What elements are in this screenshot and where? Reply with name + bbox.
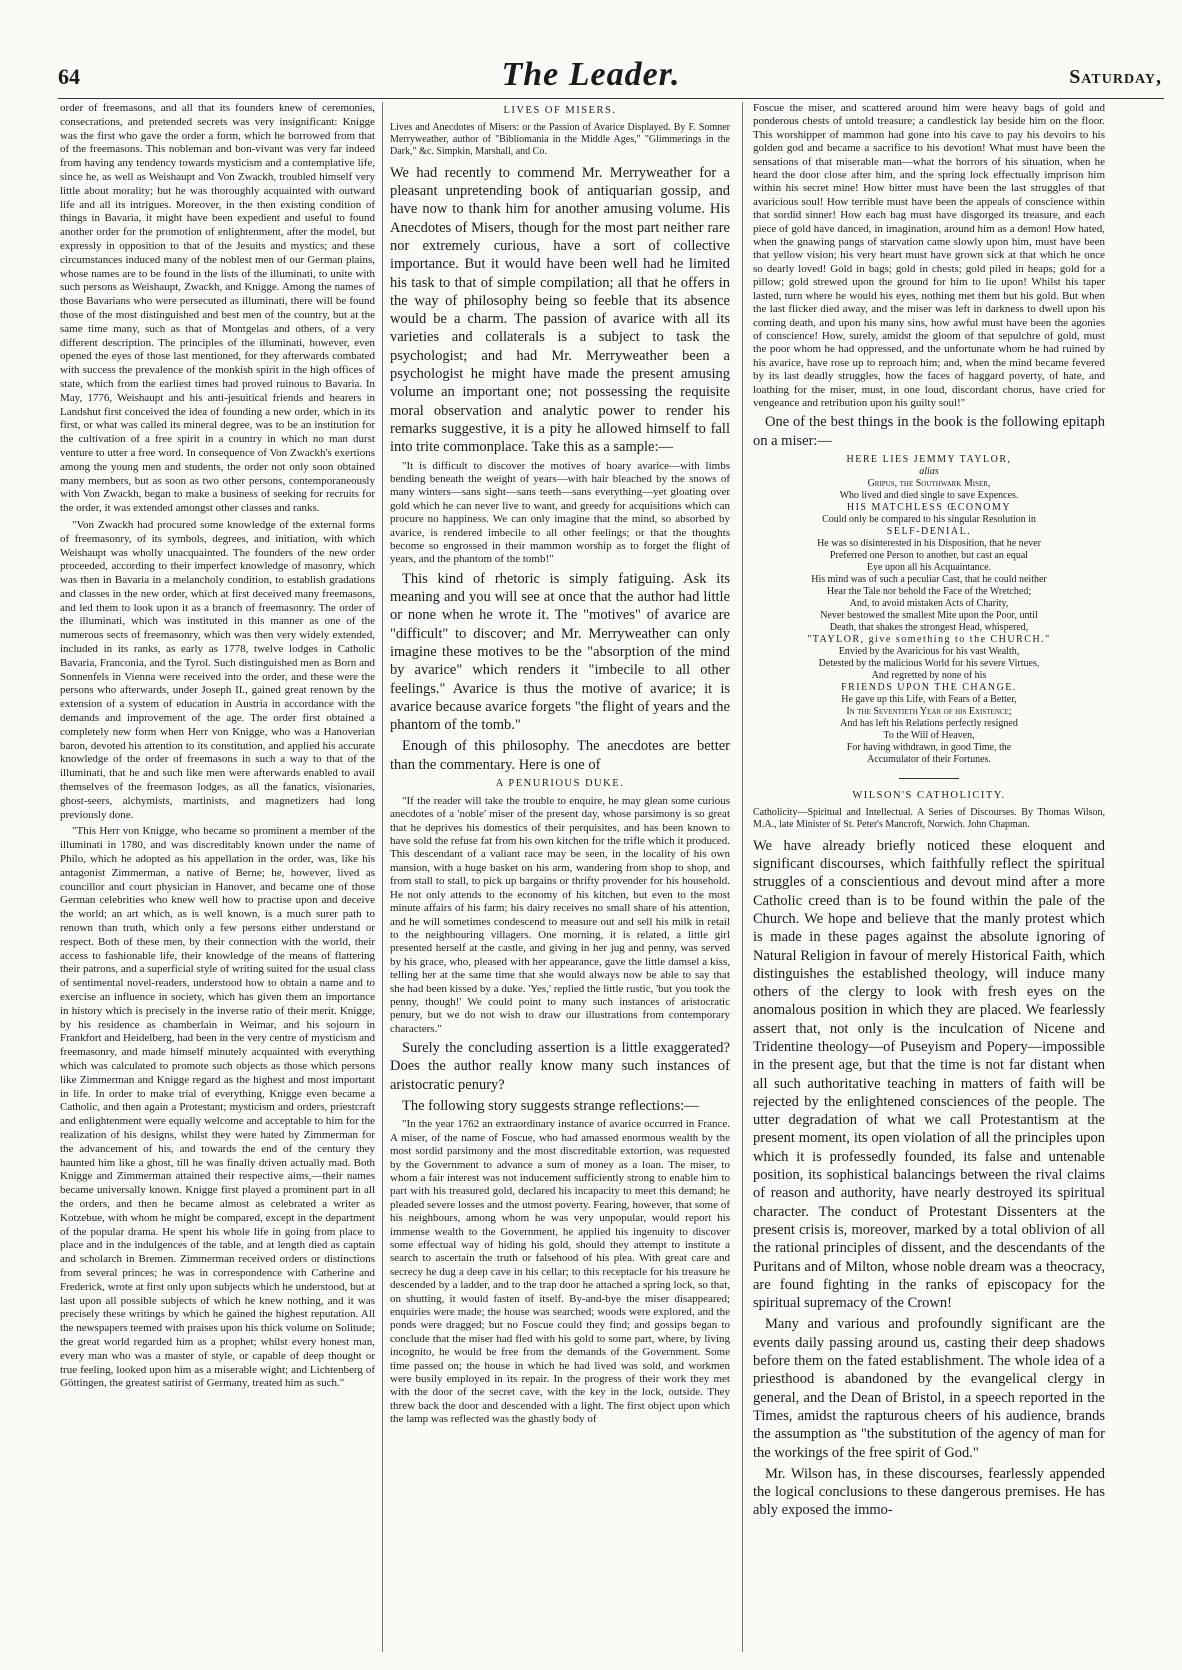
article-paragraph: Enough of this philosophy. The anecdotes are better than the commentary. Here is one of [390, 738, 730, 773]
epitaph-line: Preferred one Person to another, but cast an equal [829, 549, 1029, 561]
article-intro: We have already briefly noticed these eloquent and significant discourses, which faithfully reflect the spiritual struggles of a conscientious and devout mind after a more Catholic creed than is to be found within the pale of the Church. We hope and believe that the manly protest which is made in these pages against the absolute ignoring of Natural Religion in favour of merely Historical Faith, which distinguishes the established theology, will induce many others of the clergy to look with fresh eyes on the anomalous position in which they are placed. We fearlessly assert that, not only is the inculcation of Nicene and Tridentine theology—of Puseyism and Popery—impossible in the present age, but that the time is not far distant when all such authoritative teaching in matters of faith will be rejected by the enlightened consciences of the people. The utter degradation of what we call Protestantism at the present moment, its open violation of all the principles upon which it is professedly founded, its false and untenable position, its sophistical balancings between the rival claims of reason and authority, have nearly destroyed its spiritual character. The conduct of Protestant Dissenters at the present crisis is, moreover, marked by a total oblivion of all the rational principles of dissent, and the descendants of the Puritans and of Milton, whose noble dream was a theocracy, are found fighting in the ranks of episcopacy for the spiritual supremacy of the Crown! [753, 837, 1105, 1312]
epitaph-line: Accumulator of their Fortunes. [867, 753, 991, 765]
epitaph-line: HIS MATCHLESS ŒCONOMY [846, 501, 1012, 513]
article-byline: Lives and Anecdotes of Misers: or the Passion of Avarice Displayed. By F. Somner Merryweather, author of "Bibliomania in the Middle Ages," "Glimmerings in the Dark," &c. Simpkin, Marshall, and Co. [390, 121, 730, 157]
block-quote: "It is difficult to discover the motives of hoary avarice—with limbs bending beneath the weight of years—with hair bleached by the snows of many winters—sans sight—sans teeth—sans everything—yet gloating over gold which he can never live to want, and greedy for acquisitions which can procure no happiness. We can only imagine that the mind, so absorbed by avarice, is rendered imbecile to all other feelings; or that the thoughts become so engrossed in their mammon worship as to forget the flight of years, and the phantom of the tomb!" [390, 459, 730, 566]
article-paragraph: Mr. Wilson has, in these discourses, fearlessly appended the logical conclusions to these dangerous premises. He has ably exposed the immo- [753, 1465, 1105, 1519]
block-quote-continued: Foscue the miser, and scattered around him were heavy bags of gold and ponderous chests of untold treasure; a candlestick lay beside him on the floor. This worshipper of mammon had gone into his cave to pay his devoirs to his golden god and became a sacrifice to his devotion! What must have been the sensations of that miserable man—what the horrors of his situation, when he heard the door close after him, and the spring lock effectually imprison him within his secret mine! How bitter must have been the last struggles of that avaricious soul! How terrible must have been the appeals of conscience within that sordid sinner! How each bag must have disgorged its treasure, and each piece of gold have danced, in imagination, around him as a demon! How hated, when the gnawing pangs of starvation came slowly upon him, must have been that yellow vision; his very heart must have grown sick at that which he once so dearly loved! Gold in bags; gold in chests; gold piled in heaps; gold for a pillow; gold strewed upon the ground for him to lie upon! Whilst his taper lasted, turn where he would his eyes, nothing met them but his gold. But when the last flicker died away, and the miser was left in darkness to dwell upon his coming death, and upon his many sins, how awful must have been the agonies of conscience! How, surely, amidst the gloom of that sepulchre of gold, must the poor whom he had oppressed, and the unfortunate whom he had ruined by his avarice, have rose up to reproach him; and, when the mind became fevered by its last deadly struggles, how the faces of haggard poverty, of hate, and loathing for the miser, must, in one loud, discordant chorus, have cried for vengeance and retribution upon his guilty soul!" [753, 102, 1105, 409]
epitaph-line: Could only be compared to his singular Resolution in [822, 513, 1036, 525]
epitaph-line: "TAYLOR, give something to the CHURCH." [807, 633, 1051, 645]
article-byline: Catholicity—Spiritual and Intellectual. A Series of Discourses. By Thomas Wilson, M.A., late Minister of St. Peter's Mancroft, Norwich. John Chapman. [753, 806, 1105, 830]
newspaper-title: The Leader. [501, 56, 681, 93]
article-paragraph: "Von Zwackh had procured some knowledge of the external forms of freemasonry, of its symbols, degrees, and initiation, with which Weishaupt was wholly unacquainted. The founders of the new order proceeded, according to their imperfect knowledge of masonry, which was then in Bavaria in a melancholy condition, to establish gradations and classes in the new order, which at first deceived many freemasons, and led them to look upon it as a branch of freemasonry. The order of the illuminati, which was instituted in this manner as one of the numerous sects of freemasonry, which was then very widely extended, included in its ranks, as early as 1778, twelve lodges in Catholic Bavaria, Franconia, and the Tyrol. Such distinguished men as Born and Sonnenfels in Vienna were received into the order, and these were the persons who afterwards, under Joseph II., gained great renown by the extension of a system of education in Austria in accordance with the demands and improvement of the age. The order first obtained a completely new form when Herr von Knigge, who was a Hanoverian baron, devoted his attention to its constitution, and applied his accurate knowledge of the order of freemasons in such a way to that of the illuminati, that he and such like men were afterwards enabled to avail themselves of the freemason lodges, as all the fanatics, visionaries, ghost-seers, alchymists, martinists, and magnetizers had long previously done. [60, 518, 375, 821]
epitaph-line: SELF-DENIAL. [886, 525, 972, 537]
article-paragraph: This kind of rhetoric is simply fatiguing. Ask its meaning and you will see at once that the author had little or none when he wrote it. The "motives" of avarice are "difficult" to discover; and Mr. Merryweather can only imagine these motives to be the "absorption of the mind by avarice" which renders it "imbecile to all other feelings." Avarice is thus the motive of avarice; it is avarice because avarice forgets "the flight of years and the phantom of the tomb." [390, 570, 730, 734]
article-heading: WILSON'S CATHOLICITY. [852, 789, 1006, 801]
epitaph-line: alias [919, 465, 939, 477]
epitaph-line: And has left his Relations perfectly resigned [840, 717, 1018, 729]
epitaph-line: Death, that shakes the strongest Head, whispered, [829, 621, 1029, 633]
article-subheading: A PENURIOUS DUKE. [495, 778, 625, 790]
epitaph-line: And, to avoid mistaken Acts of Charity, [849, 597, 1009, 609]
epitaph-line: For having withdrawn, in good Time, the [846, 741, 1012, 753]
epitaph-line: He gave up this Life, with Fears of a Better, [841, 693, 1017, 705]
article-paragraph: The following story suggests strange reflections:— [402, 1098, 699, 1115]
issue-day: Saturday, [1069, 66, 1162, 88]
epitaph-line: In the Seventieth Year of his Existence; [846, 705, 1012, 717]
epitaph-line: To the Will of Heaven, [883, 729, 975, 741]
article-paragraph: order of freemasons, and all that its founders knew of ceremonies, consecrations, and pretended secrets was very insignificant: Knigge was the first who gave the order a form, which he borrowed from that of the freemasons. This nobleman and bon-vivant was very far indeed from having any tendency towards mysticism and a contemplative life, since he, as well as Weishaupt and Von Zwackh, troubled himself very little about morality; but he was thoroughly acquainted with outward life and all its intrigues. Moreover, in the then existing condition of things in Bavaria, it might have been expedient and useful to found another order for the promotion of enlightenment, after the model, but expressly in opposition to that of the Jesuits and mystics; and these circumstances induced many of the noblest men of our German plains, whose names are to be found in the lists of the illuminati, to unite with such persons as Weishaupt, Zwackh, and Knigge. Among the names of those Bavarians who were persecuted as illuminati, there will be found those of the most distinguished and best men of the country, but at the same time many, such as that of Montgelas and others, of a very different description. The principles of the illuminati, however, even opened the eyes of those last mentioned, for they afterwards combated with success the prevalence of the monkish spirit in the high offices of state, which from the earliest times had proved ruinous to Bavaria. In May, 1776, Weishaupt and his anti-jesuitical friends and hearers in Landshut first conceived the idea of founding a new order, which in its first, or what was called its mineral degree, was to be an institution for the cultivation of a free spirit in a country in which no man durst venture to utter a free word. In consequence of Von Zwackh's exertions among the young men and students, the order not only soon obtained many members, but as soon as two other persons, contemporaneously with Von Zwackh, began to make a business of seeking for recruits for the order, it was extended amongst other classes and ranks. [60, 102, 375, 515]
column-1 [60, 102, 375, 1652]
epitaph [753, 454, 1105, 766]
section-divider [899, 778, 959, 779]
article-paragraph: Many and various and profoundly significant are the events daily passing around us, casting their deep shadows before them on the fated establishment. The whole idea of a priesthood is abandoned by the evangelical clergy in general, and the Dean of Bristol, in a speech reported in the Times, amidst the rapturous cheers of his audience, brands the assumption as "the substitution of the agency of man for the workings of the free spirit of God." [753, 1316, 1105, 1461]
column-divider [742, 102, 743, 1652]
article-paragraph: One of the best things in the book is the following epitaph on a miser:— [753, 414, 1105, 449]
epitaph-line: HERE LIES JEMMY TAYLOR, [846, 453, 1012, 465]
epitaph-line: He was so disinterested in his Disposition, that he never [817, 537, 1041, 549]
column-2 [390, 102, 730, 1652]
epitaph-line: And regretted by none of his [871, 669, 987, 681]
epitaph-line: Eye upon all his Acquaintance. [866, 561, 992, 573]
column-divider [382, 102, 383, 1652]
epitaph-line: Never bestowed the smallest Mite upon the Poor, until [820, 609, 1038, 621]
epitaph-line: FRIENDS UPON THE CHANGE. [841, 681, 1017, 693]
epitaph-line: Who lived and died single to save Expences. [839, 489, 1019, 501]
epitaph-line: Gripus, the Southwark Miser, [867, 477, 991, 489]
article-intro: We had recently to commend Mr. Merryweather for a pleasant unpretending book of antiquarian gossip, and have now to thank him for another amusing volume. His Anecdotes of Misers, though for the most part neither rare nor extremely curious, have a sort of collective importance. But it would have been well had he limited his task to that of simple compilation; all that he offers in the way of philosophy being so feeble that its absence would be a charm. The passion of avarice with all its varieties and collaterals is a subject to task the psychologist; and had Mr. Merryweather been a psychologist he might have made the present amusing volume an important one; not possessing the requisite moral observation and analytic power to render his remarks suggestive, it is a pity he allowed himself to fall into trite commonplace. Take this as a sample:— [390, 164, 730, 456]
epitaph-line: Envied by the Avaricious for his vast Wealth, [838, 645, 1020, 657]
article-heading: LIVES OF MISERS. [503, 105, 617, 116]
epitaph-line: His mind was of such a peculiar Cast, that he could neither [811, 573, 1047, 585]
masthead [0, 0, 1182, 100]
page-number: 64 [58, 64, 80, 89]
article-paragraph: "This Herr von Knigge, who became so prominent a member of the illuminati in 1780, and was discreditably known under the name of Philo, which he adopted as his appellation in the order, was, like his antagonist Zimmerman, a native of Berne; he, however, lived as councillor and court physician in Hanover, and became one of those German celebrities who knew well how to practise upon and deceive the world; an art which, as is well known, is a much surer path to renown than truth, which only a few persons either understand or respect. Both of these men, by their connection with the world, their access to fashionable life, their knowledge of the means of flattering their patrons, and a superficial style of writing suited for the usual class of sentimental novel-readers, understood how to obtain a name and to exercise an influence in society, which has given them an importance in history which is precisely in the inverse ratio of their merit. Knigge, by his residence as chamberlain in Weimar, and his sojourn in Frankfort and Heidelberg, had been in the very centre of mysticism and freemasonry, and made himself minutely acquainted with everything which was calculated to promote such objects as those which persons like Zimmerman and Knigge regard as the highest and most important in life. In order to make trial of everything, Knigge even became a Catholic, and then again a Protestant; mysticism and orders, priestcraft and enlightenment were equally welcome and acceptable to him for the realization of his designs, whilst they were hated by Zimmerman for the advancement of his, and towards the end of the century they haunted him like a ghost, till he was finally driven actually mad. Both Knigge and Zimmerman attained their respective aims,—their names became universally known. Knigge first played a prominent part in all the orders, and then he became almost as celebrated a writer as Kotzebue, with whom he might be compared, except in the department of the popular drama. He spent his whole life in going from place to place and in the indulgences of the table, and at length died as captain and scholarch in Bremen. Zimmerman received orders or distinctions from several princes; he was in correspondence with Catherine and Frederick, wrote at first only upon subjects which he understood, but at last upon all possible subjects of which he knew nothing, and it was precisely these writings by which he gained the highest reputation. All the newspapers teemed with praises upon his thick volume on Solitude; the great world regarded him as a prophet; whilst every honest man, every man who was a master of style, or capable of deep thought or true feeling, looked upon him as a miserable wight; and Lichtenberg of Göttingen, the greatest satirist of Germany, treated him as such." [60, 825, 375, 1390]
epitaph-line: Hear the Tale nor behold the Face of the Wretched; [826, 585, 1032, 597]
block-quote: "In the year 1762 an extraordinary instance of avarice occurred in France. A miser, of the name of Foscue, who had amassed enormous wealth by the most sordid parsimony and the most discreditable extortion, was requested by the Government to advance a sum of money as a loan. The miser, to whom a fair interest was not inducement sufficiently strong to enable him to part with his treasured gold, declared his incapacity to meet this demand; he pleaded severe losses and the utmost poverty. Fearing, however, that some of his neighbours, among whom he was very unpopular, would report his immense wealth to the Government, he applied his ingenuity to discover some effectual way of hiding his gold, should they attempt to institute a search to ascertain the truth or falsehood of his plea. With great care and secrecy he dug a deep cave in his cellar; to this receptacle for his treasure he descended by a ladder, and to the trap door he attached a spring lock, so that, on shutting, it would fasten of itself. By-and-bye the miser disappeared; enquiries were made; the house was searched; woods were explored, and the ponds were dragged; but no Foscue could they find; and gossips began to conclude that the miser had fled with his gold to some part, where, by living incognito, he would be free from the demands of the Government. Some time passed on; the house in which he had lived was sold, and workmen were busily employed in its repair. In the progress of their work they met with the door of the secret cave, with the key in the lock, outside. They threw back the door and descended with a light. The first object upon which the lamp was reflected was the ghastly body of [390, 1118, 730, 1426]
block-quote: "If the reader will take the trouble to enquire, he may glean some curious anecdotes of a 'noble' miser of the present day, whose parsimony is so great that he deprives his domestics of their perquisites, and has been known to have sold the refuse fat from his own kitchen for the trifle which it produced. This descendant of a valiant race may be seen, in the locality of his own mansion, with a huge basket on his arm, wandering from shop to shop, and from stall to stall, to pick up bargains or thrifty provender for his household. He not only attends to the economy of his kitchen, but even to the most minute affairs of his farm; his dairy receives no small share of his attention, and he will sometimes condescend to measure out and sell his milk in retail to the neighbouring villagers. One morning, it is related, a little girl presented herself at the castle, and giving in her jug and penny, was served by his grace, who, pleased with her appearance, gave the little damsel a kiss, telling her at the same time that she would always now be able to say that she had been kissed by a duke. 'Yes,' replied the little rustic, 'but you took the penny, though!' We could point to many such instances of aristocratic penury, but we do not wish to draw our illustrations from contemporary characters." [390, 794, 730, 1035]
epitaph-line: Detested by the malicious World for his severe Virtues, [818, 657, 1040, 669]
article-paragraph: Surely the concluding assertion is a little exaggerated? Does the author really know many such instances of aristocratic penury? [390, 1040, 730, 1093]
masthead-rule [58, 98, 1164, 99]
column-3 [753, 102, 1105, 1652]
